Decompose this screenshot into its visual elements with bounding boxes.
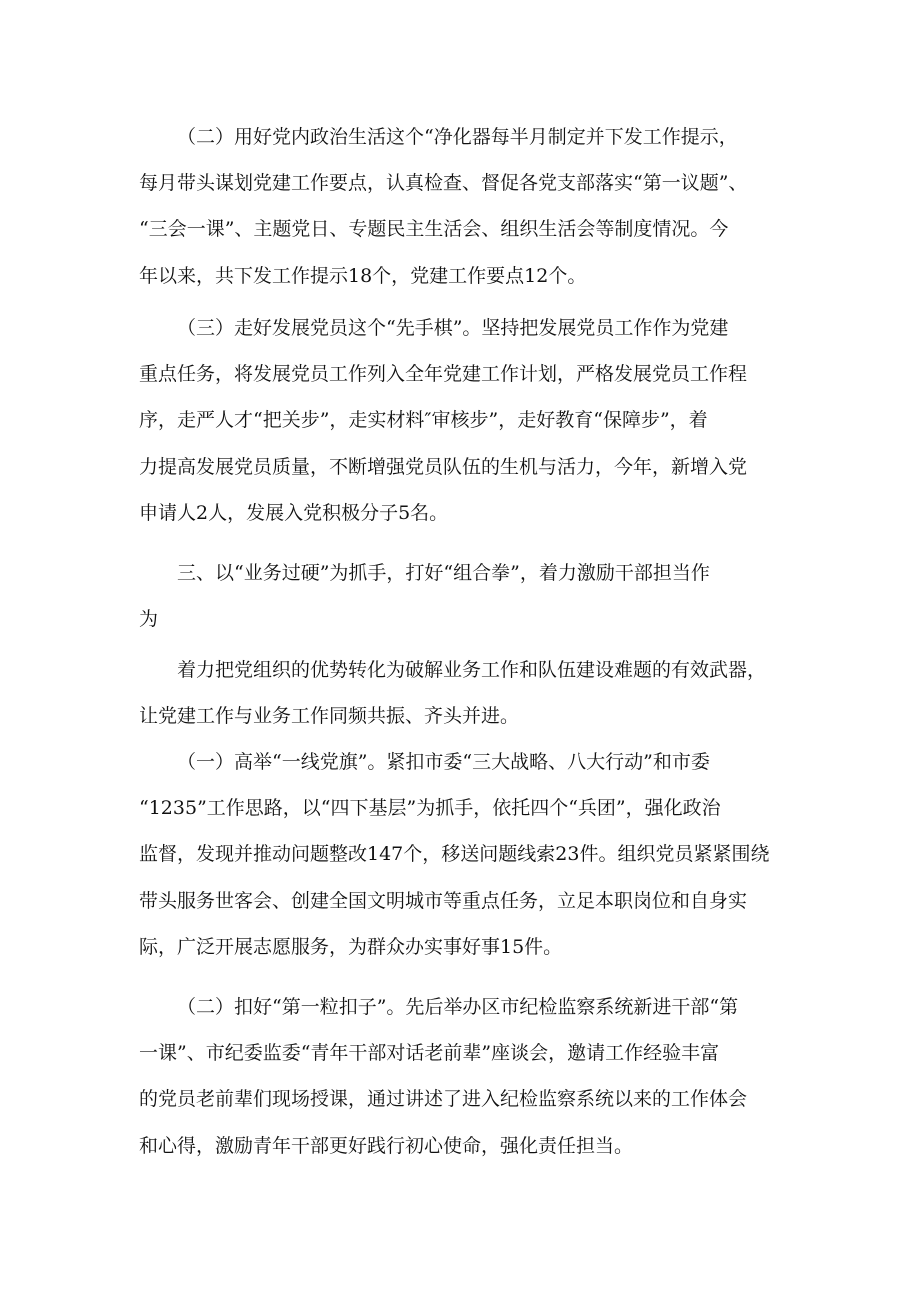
paragraph-line: “1235”工作思路，以“四下基层”为抓手，依托四个“兵团”，强化政治	[139, 797, 721, 820]
section-heading-line: 三、以“业务过硬”为抓手，打好“组合拳”，着力激励干部担当作	[177, 562, 710, 584]
paragraph-frontline-flag	[139, 739, 789, 970]
paragraph-line: “三会一课”、主题党日、专题民主生活会、组织生活会等制度情况。今	[139, 218, 729, 241]
paragraph-line: 的党员老前辈们现场授课，通过讲述了进入纪检监察系统以来的工作体会	[139, 1088, 748, 1111]
paragraph-section-intro	[139, 647, 789, 739]
section-heading-three	[139, 550, 789, 642]
paragraph-member-development	[139, 305, 789, 536]
paragraph-party-life	[139, 114, 789, 299]
paragraph-line: 一课”、市纪委监委“青年干部对话老前辈”座谈会，邀请工作经验丰富	[139, 1042, 720, 1065]
paragraph-line: 带头服务世客会、创建全国文明城市等重点任务，立足本职岗位和自身实	[139, 889, 748, 912]
paragraph-line: 序，走严人才“把关步”，走实材料″审核步”，走好教育“保障步”，着	[139, 409, 708, 432]
paragraph-line: 际，广泛开展志愿服务，为群众办实事好事15件。	[139, 935, 563, 958]
paragraph-line: 重点任务，将发展党员工作列入全年党建工作计划，严格发展党员工作程	[139, 363, 748, 386]
paragraph-line: 力提高发展党员质量，不断增强党员队伍的生机与活力，今年，新增入党	[139, 455, 748, 478]
paragraph-line: 着力把党组织的优势转化为破解业务工作和队伍建设难题的有效武器，	[177, 659, 767, 681]
paragraph-line: 申请人2人，发展入党积极分子5名。	[139, 501, 449, 524]
paragraph-line: （三）走好发展党员这个“先手棋”。坚持把发展党员工作作为党建	[177, 317, 729, 339]
paragraph-line: （二）用好党内政治生活这个“净化器每半月制定并下发工作提示，	[177, 126, 738, 148]
section-heading-line: 为	[139, 608, 159, 631]
paragraph-first-button	[139, 984, 789, 1169]
paragraph-line: 和心得，激励青年干部更好践行初心使命，强化责任担当。	[139, 1134, 634, 1157]
paragraph-line: （一）高举“一线党旗”。紧扣市委“三大战略、八大行动”和市委	[177, 751, 710, 773]
paragraph-line: 监督，发现并推动问题整改147个，移送问题线索23件。组织党员紧紧围绕	[139, 843, 770, 866]
paragraph-line: 让党建工作与业务工作同频共振、齐头并进。	[139, 705, 520, 728]
paragraph-line: 年以来，共下发工作提示18个，党建工作要点12个。	[139, 264, 587, 287]
paragraph-line: 每月带头谋划党建工作要点，认真检查、督促各党支部落实“第一议题”、	[139, 172, 748, 195]
paragraph-line: （二）扣好“第一粒扣子”。先后举办区市纪检监察系统新进干部“第	[177, 996, 739, 1018]
